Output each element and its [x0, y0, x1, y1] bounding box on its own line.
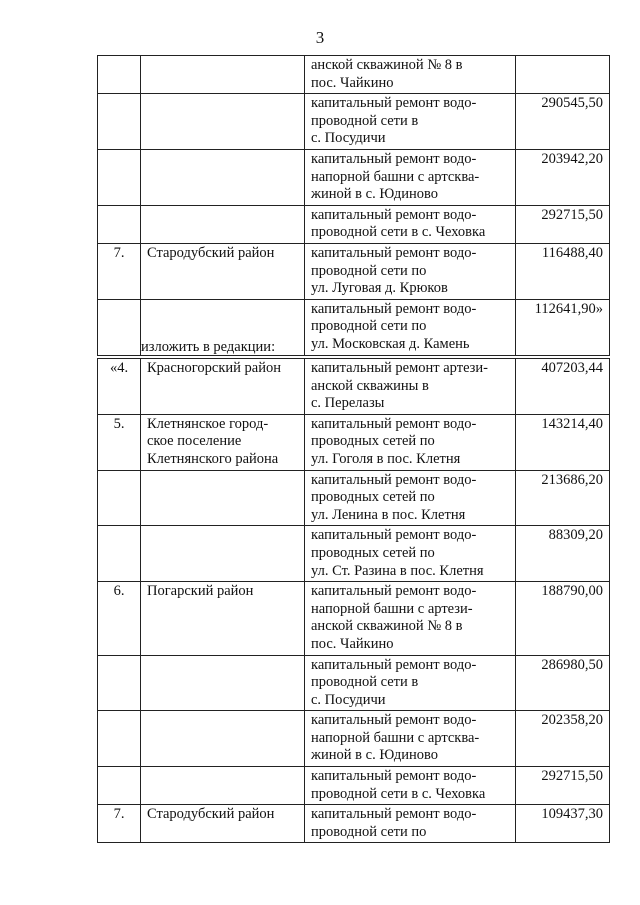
- work-description: [305, 205, 516, 243]
- municipality-name: [141, 94, 305, 150]
- table-row: [98, 470, 610, 526]
- row-number: [98, 526, 141, 582]
- row-number: [98, 205, 141, 243]
- amount-value: 202358,20: [516, 711, 610, 767]
- table-row: [98, 94, 610, 150]
- table-row: [98, 711, 610, 767]
- row-number: [98, 470, 141, 526]
- municipality-name-line: Клетнянского района: [147, 450, 279, 467]
- work-description: [305, 582, 516, 655]
- row-number: 7.: [98, 805, 141, 843]
- amount-value: 109437,30: [516, 805, 610, 843]
- municipality-name: [141, 414, 305, 470]
- row-number: 7.: [98, 243, 141, 299]
- work-description-line: напорной башни с артези-: [311, 600, 473, 617]
- work-description-line: капитальный ремонт водо-: [311, 583, 477, 600]
- table-row: [98, 56, 610, 94]
- municipality-name-line: ское поселение: [147, 433, 242, 450]
- work-description-line: проводных сетей по: [311, 489, 435, 506]
- municipality-name-line: Клетнянское город-: [147, 415, 269, 432]
- work-description-line: ул. Луговая д. Крюков: [311, 280, 448, 297]
- work-description-line: с. Перелазы: [311, 395, 385, 412]
- row-number: [98, 655, 141, 711]
- work-description-line: капитальный ремонт водо-: [311, 150, 477, 167]
- work-description-line: жиной в с. Юдиново: [311, 747, 439, 764]
- work-description-line: пос. Чайкино: [311, 74, 394, 91]
- work-description-line: анской скважиной № 8 в: [311, 57, 463, 73]
- work-description-line: жиной в с. Юдиново: [311, 186, 439, 203]
- work-description-line: капитальный ремонт водо-: [311, 415, 477, 432]
- table-row: [98, 205, 610, 243]
- municipality-name: [141, 359, 305, 415]
- work-description-line: проводных сетей по: [311, 433, 435, 450]
- work-description-line: капитальный ремонт водо-: [311, 768, 477, 785]
- allocation-table-previous: [97, 55, 610, 356]
- table-row: [98, 805, 610, 843]
- work-description-line: ул. Ст. Разина в пос. Клетня: [311, 562, 484, 579]
- work-description: [305, 526, 516, 582]
- work-description-line: с. Посудичи: [311, 691, 386, 708]
- work-description-line: проводных сетей по: [311, 544, 435, 561]
- municipality-name: [141, 149, 305, 205]
- work-description-line: проводной сети по: [311, 318, 427, 335]
- row-number: 6.: [98, 582, 141, 655]
- municipality-name: [141, 582, 305, 655]
- work-description-line: капитальный ремонт водо-: [311, 244, 477, 261]
- work-description-line: проводной сети по: [311, 262, 427, 279]
- amount-value: 290545,50: [516, 94, 610, 150]
- work-description-line: анской скважиной № 8 в: [311, 618, 463, 635]
- municipality-name-line: Красногорский район: [147, 360, 281, 376]
- table-row: [98, 414, 610, 470]
- allocation-table-new: [97, 358, 610, 843]
- work-description-line: напорной башни с артсква-: [311, 168, 480, 185]
- row-number: [98, 94, 141, 150]
- amount-value: [516, 56, 610, 94]
- table-row: [98, 655, 610, 711]
- municipality-name-line: Стародубский район: [147, 806, 275, 823]
- work-description: [305, 767, 516, 805]
- amount-value: 292715,50: [516, 767, 610, 805]
- amount-value: 143214,40: [516, 414, 610, 470]
- amount-value: 203942,20: [516, 149, 610, 205]
- amount-value: 112641,90»: [516, 299, 610, 355]
- work-description-line: капитальный ремонт водо-: [311, 656, 477, 673]
- table-row: [98, 767, 610, 805]
- work-description-line: капитальный ремонт водо-: [311, 95, 477, 112]
- work-description-line: капитальный ремонт водо-: [311, 527, 477, 544]
- amount-value: 213686,20: [516, 470, 610, 526]
- work-description-line: капитальный ремонт водо-: [311, 806, 477, 823]
- amount-value: 292715,50: [516, 205, 610, 243]
- work-description-line: анской скважины в: [311, 377, 429, 394]
- municipality-name-line: Погарский район: [147, 583, 254, 600]
- page-number: 3: [315, 28, 325, 47]
- work-description-line: ул. Московская д. Камень: [311, 335, 470, 352]
- work-description: [305, 149, 516, 205]
- row-number: [98, 56, 141, 94]
- work-description-line: капитальный ремонт водо-: [311, 300, 477, 317]
- work-description: [305, 805, 516, 843]
- work-description-line: проводной сети в с. Чеховка: [311, 224, 486, 241]
- work-description-line: капитальный ремонт артези-: [311, 360, 488, 376]
- work-description: [305, 414, 516, 470]
- work-description: [305, 299, 516, 355]
- amount-value: 88309,20: [516, 526, 610, 582]
- work-description: [305, 711, 516, 767]
- work-description-line: капитальный ремонт водо-: [311, 206, 477, 223]
- work-description: [305, 655, 516, 711]
- work-description: [305, 359, 516, 415]
- table-row: [98, 582, 610, 655]
- municipality-name: [141, 655, 305, 711]
- amendment-phrase: изложить в редакции:: [141, 339, 276, 355]
- row-number: [98, 149, 141, 205]
- work-description-line: проводной сети в: [311, 674, 419, 691]
- municipality-name: [141, 526, 305, 582]
- amount-value: 116488,40: [516, 243, 610, 299]
- work-description-line: капитальный ремонт водо-: [311, 471, 477, 488]
- municipality-name: [141, 205, 305, 243]
- amount-value: 286980,50: [516, 655, 610, 711]
- work-description-line: капитальный ремонт водо-: [311, 712, 477, 729]
- municipality-name: [141, 767, 305, 805]
- table-row: [98, 243, 610, 299]
- work-description: [305, 94, 516, 150]
- work-description-line: напорной башни с артсква-: [311, 729, 480, 746]
- work-description-line: ул. Ленина в пос. Клетня: [311, 506, 466, 523]
- table-row: [98, 526, 610, 582]
- work-description: [305, 470, 516, 526]
- municipality-name: [141, 711, 305, 767]
- table-row: [98, 149, 610, 205]
- work-description: [305, 243, 516, 299]
- municipality-name: [141, 56, 305, 94]
- work-description-line: проводной сети в с. Чеховка: [311, 785, 486, 802]
- work-description: [305, 56, 516, 94]
- work-description-line: ул. Гоголя в пос. Клетня: [311, 450, 461, 467]
- work-description-line: пос. Чайкино: [311, 635, 394, 652]
- row-number: «4.: [98, 359, 141, 415]
- municipality-name: [141, 470, 305, 526]
- row-number: [98, 711, 141, 767]
- municipality-name: [141, 243, 305, 299]
- municipality-name-line: Стародубский район: [147, 244, 275, 261]
- row-number: [98, 299, 141, 355]
- amount-value: 407203,44: [516, 359, 610, 415]
- work-description-line: проводной сети в: [311, 112, 419, 129]
- municipality-name: [141, 805, 305, 843]
- work-description-line: проводной сети по: [311, 823, 427, 840]
- row-number: 5.: [98, 414, 141, 470]
- row-number: [98, 767, 141, 805]
- amount-value: 188790,00: [516, 582, 610, 655]
- work-description-line: с. Посудичи: [311, 130, 386, 147]
- table-row: [98, 359, 610, 415]
